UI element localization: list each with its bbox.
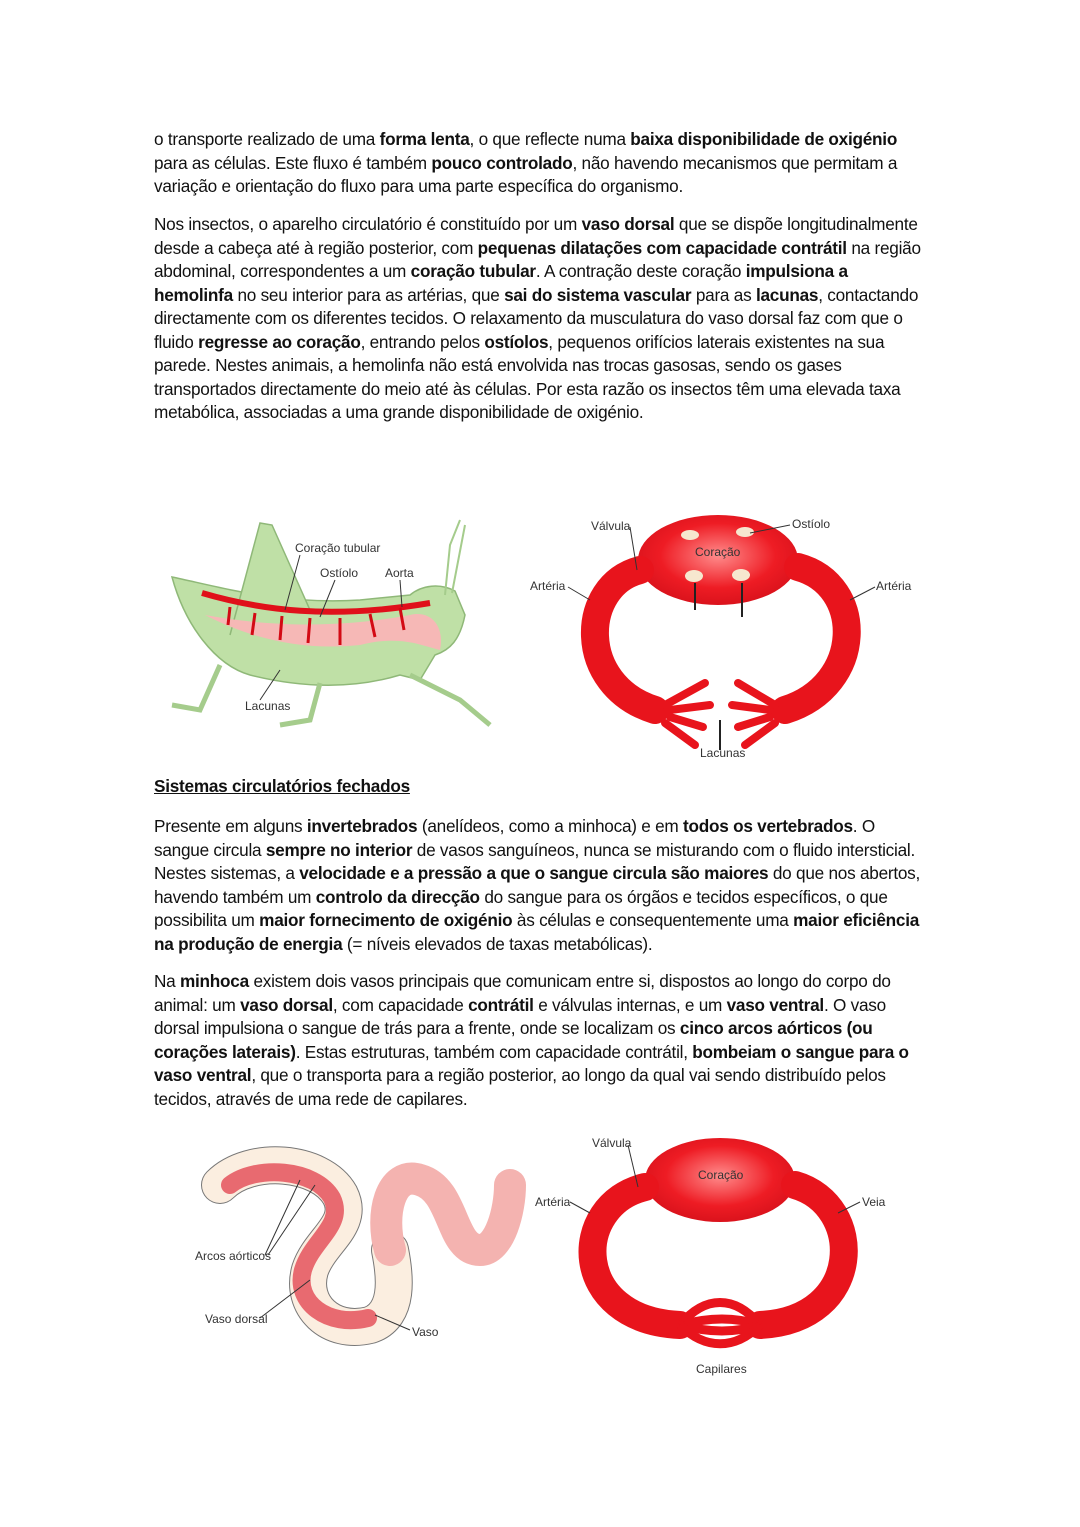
- text-run: Nos insectos, o aparelho circulatório é constituído por um: [154, 214, 582, 234]
- paragraph-insect-circulation: [154, 213, 930, 425]
- bold-term: cinco arcos aórticos (ou corações laterais): [154, 1018, 873, 1062]
- label-veia: Veia: [862, 1195, 886, 1209]
- bold-term: todos os vertebrados: [683, 816, 853, 836]
- bold-term: forma lenta: [379, 129, 470, 149]
- paragraph-open-system-summary: [154, 128, 930, 199]
- bold-term: sai do sistema vascular: [504, 284, 692, 305]
- section-heading-closed-systems: Sistemas circulatórios fechados: [154, 776, 410, 796]
- text-run: que se dispõe longitudinalmente desde a cabeça até à região posterior, com: [154, 214, 918, 258]
- text-run: , entrando pelos: [360, 331, 485, 352]
- text-run: às células e consequentemente uma: [512, 910, 794, 930]
- label-ostiolo: Ostíolo: [792, 517, 831, 531]
- bold-term: impulsiona a hemolinfa: [154, 261, 848, 305]
- label-arteria: Artéria: [535, 1195, 571, 1209]
- insect-circulatory-diagram: [160, 515, 500, 735]
- text-run: e válvulas internas, e um: [533, 994, 727, 1015]
- label-arteria-left: Artéria: [530, 579, 566, 593]
- paragraph-closed-systems: [154, 815, 930, 956]
- text-run: para as: [691, 284, 756, 305]
- bold-term: maior fornecimento de oxigénio: [259, 910, 513, 930]
- bold-term: vaso dorsal: [581, 214, 675, 234]
- label-capilares: Capilares: [696, 1362, 747, 1376]
- paragraph-earthworm: [154, 970, 930, 1111]
- bold-term: coração tubular: [410, 261, 536, 281]
- text-run: no seu interior para as artérias, que: [232, 284, 505, 305]
- bold-term: ostíolos: [484, 331, 549, 352]
- text-run: , não havendo mecanismos que permitam a variação e orientação do fluxo para uma parte específica do organismo.: [154, 152, 898, 196]
- label-coracao: Coração: [698, 1168, 744, 1182]
- text-run: na região abdominal, correspondentes a um: [154, 237, 921, 281]
- label-lacunas: Lacunas: [700, 746, 746, 760]
- bold-term: baixa disponibilidade de oxigénio: [630, 129, 898, 149]
- text-run: . Estas estruturas, também com capacidade contrátil,: [295, 1041, 693, 1062]
- bold-term: vaso dorsal: [240, 994, 333, 1015]
- bold-term: controlo da direcção: [315, 886, 480, 907]
- text-run: , contactando directamente com os diferentes tecidos. O relaxamento da musculatura do vaso dorsal faz com que o fluido: [154, 284, 919, 352]
- bold-term: regresse ao coração: [198, 331, 361, 352]
- earthworm-circulatory-diagram: [180, 1140, 530, 1360]
- bold-term: pequenas dilatações com capacidade contrátil: [477, 237, 847, 258]
- closed-circulatory-system-diagram: [520, 1125, 900, 1385]
- bold-term: vaso ventral: [726, 994, 824, 1015]
- label-valvula: Válvula: [592, 1136, 632, 1150]
- leader-line: [265, 1180, 300, 1255]
- label-vaso: Vaso: [412, 1325, 439, 1339]
- text-run: o transporte realizado de uma: [154, 129, 380, 149]
- bold-term: invertebrados: [306, 816, 418, 836]
- open-circulatory-system-diagram: [520, 505, 920, 765]
- text-run: de vasos sanguíneos, nunca se misturando com o fluido intersticial. Nestes sistemas, a: [154, 839, 915, 883]
- label-ostiolo: Ostíolo: [320, 566, 359, 580]
- text-run: . A contração deste coração: [535, 261, 746, 281]
- text-run: (anelídeos, como a minhoca) e em: [417, 816, 684, 836]
- text-run: , pequenos orifícios laterais existentes na sua parede. Nestes animais, a hemolinfa não está envolvida nas trocas gasosas, sendo os gases transportados directamente do meio até às células. Por esta razão os insectos têm uma elevada taxa metabólica, associadas a uma grande disponibilidade de oxigénio.: [154, 331, 901, 422]
- label-coracao-tubular: Coração tubular: [295, 541, 381, 555]
- bold-term: minhoca: [180, 971, 249, 991]
- text-run: Presente em alguns: [154, 816, 307, 836]
- leader-line: [850, 587, 875, 600]
- text-run: , que o transporta para a região posterior, ao longo da qual vai sendo distribuído pelos tecidos, através de uma rede de capilares.: [154, 1065, 886, 1109]
- text-run: existem dois vasos principais que comunicam entre si, dispostos ao longo do corpo do animal: um: [154, 971, 891, 1015]
- text-run: , o que reflecte numa: [469, 129, 631, 149]
- label-arteria-right: Artéria: [876, 579, 912, 593]
- leader-line: [570, 1202, 590, 1213]
- text-run: (= níveis elevados de taxas metabólicas).: [342, 933, 653, 954]
- text-run: para as células. Este fluxo é também: [154, 152, 432, 173]
- bold-term: maior eficiência na produção de energia: [154, 910, 920, 954]
- bold-term: pouco controlado: [431, 152, 573, 173]
- bold-term: velocidade e a pressão a que o sangue circula são maiores: [299, 863, 769, 883]
- text-run: do que nos abertos, havendo também um: [154, 863, 921, 907]
- bold-term: bombeiam o sangue para o vaso ventral: [154, 1041, 909, 1085]
- label-coracao: Coração: [695, 545, 741, 559]
- bold-term: lacunas: [755, 284, 819, 305]
- text-run: Na: [154, 971, 180, 991]
- label-lacunas: Lacunas: [245, 699, 291, 713]
- text-run: . O vaso dorsal impulsiona o sangue de trás para a frente, onde se localizam os: [154, 994, 886, 1038]
- text-run: do sangue para os órgãos e tecidos específicos, o que possibilita um: [154, 886, 888, 930]
- bold-term: sempre no interior: [265, 839, 413, 860]
- text-run: . O sangue circula: [154, 816, 875, 860]
- text-run: , com capacidade: [332, 994, 469, 1015]
- label-aorta: Aorta: [385, 566, 414, 580]
- label-valvula: Válvula: [591, 519, 631, 533]
- bold-term: contrátil: [468, 994, 534, 1015]
- label-vaso-dorsal: Vaso dorsal: [205, 1312, 268, 1326]
- label-arcos-aorticos: Arcos aórticos: [195, 1249, 272, 1263]
- leader-line: [568, 587, 590, 600]
